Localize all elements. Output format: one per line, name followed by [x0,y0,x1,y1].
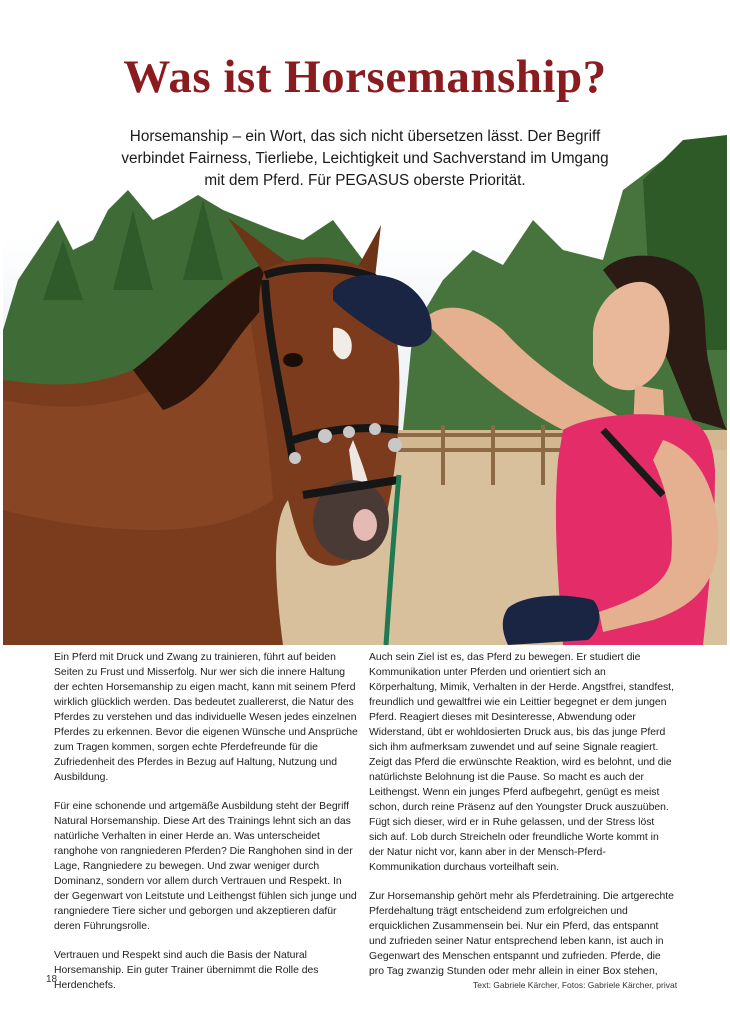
paragraph: Auch sein Ziel ist es, das Pferd zu bewegen. Er studiert die Kommunikation unter Pferden und orientiert sich an Körperhaltung, Mimik, Verhalten in der Herde. Angstfrei, standfest, freundlich und gewaltfrei wie ein Leittier begegnet er dem jungen Pferd. Reagiert dieses mit Desinteresse, Abwendung oder Widerstand, übt er wohldosierten Druck aus, bis das junge Pferd sich ihm aufmerksam zuwendet und auf seine Signale reagiert. Zeigt das Pferd die erwünschte Reaktion, wird es belohnt, und die natürlichste Belohnung ist die Pause. So macht es auch der Leithengst. Wenn ein junges Pferd aufbegehrt, genügt es meist schon, durch reine Präsenz auf den Youngster Druck auszuüben. Fügt sich dieser, wird er in Ruhe gelassen, und der Stress löst sich auf. Lob durch Streicheln oder freundliche Worte kommt in der Natur nicht vor, kann aber in der Mensch-Pferd-Kommunikation durchaus vorteilhaft sein. [369,652,674,873]
paragraph: Für eine schonende und artgemäße Ausbildung steht der Begriff Natural Horsemanship. Diese Art des Trainings lehnt sich an das natürliche Verhalten in einer Herde an. Was unterscheidet ranghohe von rangniederen Pferden? Die Ranghohen sind in der Lage, Rangniedere zu bewegen. Und zwar weniger durch Dominanz, sondern vor allem durch Vertrauen und Respekt. In der Gegenwart von Leitstute und Leithengst fühlen sich junge und rangniedere Tiere sicher und geborgen und akzeptieren dafür deren Führungsrolle. [54,801,357,932]
lead-paragraph: Horsemanship – ein Wort, das sich nicht übersetzen lässt. Der Begriff verbindet Fairness, Tierliebe, Leichtigkeit und Sachverstand im Umgang mit dem Pferd. Für PEGASUS oberste Priorität. [121,128,609,189]
text-column-right [369,650,674,993]
page-number: 18 [46,974,58,985]
text-column-left [54,650,359,1007]
paragraph: Ein Pferd mit Druck und Zwang zu trainieren, führt auf beiden Seiten zu Frust und Misserfolg. Nur wer sich die innere Haltung der echten Horsemanship zu eigen macht, kann mit seinem Pferd wirklich glücklich werden. Das bedeutet zuallererst, die Natur des Pferdes zu verstehen und das individuelle Wesen jedes einzelnen Pferdes zu erkennen. Bevor die eigenen Wünsche und Ansprüche zum Tragen kommen, sorgen echte Pferdefreunde für die Zufriedenheit des Pferdes in Bezug auf Haltung, Nutzung und Ausbildung. [54,652,358,783]
photo-credit: Text: Gabriele Kärcher, Fotos: Gabriele Kärcher, privat [473,980,678,990]
glove-lower [503,596,600,645]
paragraph: Vertrauen und Respekt sind auch die Basis der Natural Horsemanship. Ein guter Trainer übernimmt die Rolle des Herdenchefs. [54,950,319,991]
paragraph: Zur Horsemanship gehört mehr als Pferdetraining. Die artgerechte Pferdehaltung trägt entscheidend zum erfolgreichen und erquicklichen Zusammensein bei. Nur ein Pferd, das entspannt und zufrieden seiner Natur entsprechend leben kann, ist auch in Gegenwart des Menschen entspannt und zufrieden. Pferde, die pro Tag zwanzig Stunden oder mehr allein in einer Box stehen, [369,891,674,977]
page-title: Was ist Horsemanship? [123,51,607,103]
